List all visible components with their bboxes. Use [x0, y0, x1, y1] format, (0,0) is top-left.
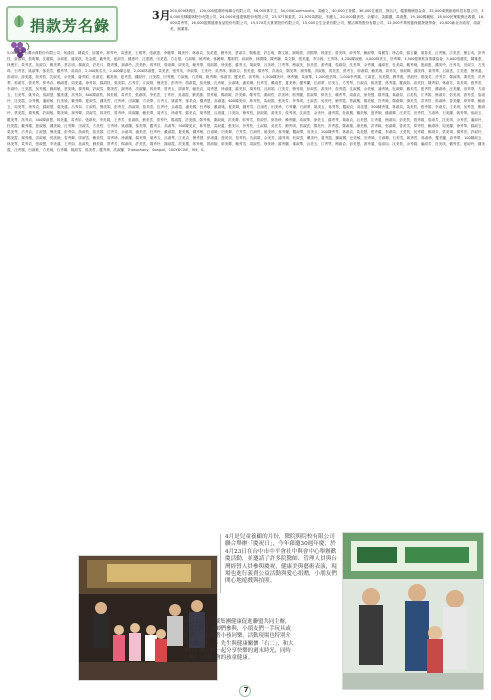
anniversary-photo-image — [343, 533, 484, 690]
event-caption-top: 4月是兒童養顧的月份，醫院與院校有限公司聯合舉辦「慶祝日」，今年藉邀30週年慶，於4月23日在台中市中平會社中與會中心舉辦歡慶活動，並邀請了許多院醫師、管理人員與台灣經營人員參與慶祝，健康美與藝術表演，現場也進行義賣公益活動與愛心捐贈，小朋友們開心地遊戲與拍照。 — [220, 534, 337, 593]
donor-list-body: 5,000歐美台灣水務股份有限公司，何鴻晉，陳素芳，邱蕙玲，林秀玲，黃惠美，王雅琴，張淑惠，李麗華，陳美玲，林淑貞，吳美惠，劉秀英，蔡淑芬，楊雅惠，許志明，鄭文雄，謝明德，洪國華，郭建宏，曾美珠，廖秀琴，賴淑華，周麗雪，徐志偉，蘇玉蘭，葉春美，呂秀鳳，江美雲，簡志成，彭秀枝，游淑娟，詹明輝，沈麗娟，余淑惠，潘美琪，杜金龍，戴秀美，夏淑芳，鍾惠玲，汪建國，田美霞，方志強，石淑敏，姚秀娥，孫麗卿，羅明哲，高淑珍，林國棟，陳秀蘭，黃文賢，張美蓮，李宗翰，王秀珠，4,200陳淑敏，4,000林美玉，許秀卿，3,500健康飲食推廣協會，3,000張麗雲，陳雅惠，林俊宏，黃秀雲，吳淑芬，劉美華，蔡志明，楊淑貞，許美月，鄭秀鳳，謝淑玲，洪美鈴，郭秀枝，曾淑卿，廖美英，賴秀華，周淑娟，徐美惠，蘇秀玉，葉淑華，呂美珍，江秀琴，簡淑美，彭美雲，游秀蓮，詹淑如，沈美華，余秀鳳，潘淑雲，杜美娟，戴秀娥，夏淑惠，鍾美玲，汪秀英，田淑芬，方美珠，石秀雲，姚淑華，孫美雪，羅秀琴，高淑貞，2,500無名氏，2,400陳志豪，2,000林淑慧，黃美雲，張秀英，李淑華，王美玲，吳秀珠，劉淑芬，蔡美惠，楊秀琴，許淑貞，鄭美華，謝秀鳳，洪淑敏，郭美雲，曾秀玉，廖淑娟，賴美娥，周秀英，徐淑卿，蘇美珠，葉秀華，呂淑雲，江美惠，簡秀蓮，彭淑如，游美蓮，詹秀枝，沈淑美，余美鳳，潘秀娟，杜淑芳，戴美琪，夏秀雲，鍾淑玲，汪美霞，田秀鳳，方淑敏，石美娥，姚秀卿，孫淑雪，羅美哲，高秀珍，1,500陳美玲，林秀蘭，黃淑華，1,200張美珠，1,000李秀鳳，王淑雲，吳美娟，劉秀惠，蔡淑玲，楊美英，許秀芬，鄭淑珠，謝美雲，洪秀華，郭淑雪，曾美琴，廖秀貞，賴淑慧，周美蓮，徐秀如，蘇淑枝，葉美娟，呂秀芳，江淑琪，簡美雲，彭秀玲，游淑霞，詹美鳳，沈秀敏，余淑娥，潘美卿，杜秀雪，戴淑哲，夏美珍，鍾秀蘭，汪淑華，田美玉，方秀琴，石淑貞，姚美慧，孫秀蓮，羅淑如，高美枝，陳秀娟，林淑芳，黃美琪，張秀雲，李淑玲，王美霞，吳秀鳳，劉淑敏，蔡美娥，楊秀卿，許淑雪，鄭美哲，謝秀珍，洪淑蘭，郭美華，曾秀玉，廖淑琴，賴美貞，周秀慧，徐淑蓮，蘇美如，葉秀枝，呂淑娟，江美芳，簡秀琪，彭淑雲，游美玲，詹秀霞，沈淑鳳，余美敏，潘秀娥，杜淑卿，戴美雪，夏秀哲，鍾淑珍，汪美蘭，田秀華，方淑玉，石美琴，姚秀貞，孫淑慧，羅美蓮，高秀如，800陳淑枝，林美娟，黃秀芳，張淑琪，李美雲，王秀玲，吳淑霞，劉美鳳，蔡秀敏，楊淑娥，許美卿，鄭秀雪，謝淑哲，洪美珍，郭秀蘭，曾淑華，廖美玉，賴秀琴，周淑貞，徐美慧，蘇秀蓮，葉淑如，呂美枝，江秀娟，簡淑芳，彭美琪，游秀雲，詹淑玲，沈美霞，余秀鳳，潘淑敏，杜美娥，戴秀卿，夏淑雪，鍾美哲，汪秀珍，田淑蘭，方美華，石秀玉，姚淑琴，孫美貞，羅秀慧，高淑蓮，600陳美如，林秀枝，黃淑娟，張美芳，李秀琪，王淑雲，吳美玲，劉秀霞，蔡淑鳳，楊美敏，許秀娥，鄭淑卿，謝美雪，洪秀哲，郭淑珍，曾美蘭，廖秀華，賴淑玉，周美琴，徐秀貞，蘇淑慧，葉美蓮，呂秀如，江淑枝，簡美娟，彭秀芳，游淑琪，詹美雲，沈秀玲，余淑霞，潘美鳳，杜秀敏，戴淑娥，夏美卿，鍾秀雪，汪淑哲，田美珍，方秀蘭，石淑華，姚美玉，孫秀琴，羅淑貞，高美慧，500陳秀蓮，林淑如，黃美枝，張秀娟，李淑芳，王美琪，吳秀雲，劉淑玲，蔡美霞，楊秀鳳，許淑敏，鄭美娥，謝秀卿，洪淑雪，郭美哲，曾秀珍，廖淑蘭，賴美華，周秀玉，徐淑琴，蘇美貞，葉秀慧，呂淑蓮，江美如，簡秀枝，彭淑娟，游美芳，詹秀琪，沈淑雲，余美玲，潘秀霞，杜淑鳳，戴美敏，夏秀娥，鍾淑卿，汪美雪，田秀哲，方淑珍，石美蘭，姚秀華，孫淑玉，羅美琴，高秀貞，400陳淑慧，林美蓮，黃秀如，張淑枝，李美娟，王秀芳，吳淑琪，劉美雲，蔡秀玲，楊淑霞，許美鳳，鄭秀敏，謝淑娥，洪美卿，郭秀雪，曾淑哲，廖美珍，賴秀蘭，周淑華，徐美玉，蘇秀琴，葉淑貞，呂美慧，江秀蓮，簡淑如，彭美枝，游秀娟，詹淑芳，沈美琪，余秀雲，潘淑玲，杜美霞，戴秀鳳，夏淑敏，鍾美娥，汪秀卿，田淑雪，方美哲，石秀珍，姚淑蘭，孫美華，羅秀玉，高淑琴，300陳美貞，林秀慧，黃淑蓮，張美如，李秀枝，王淑娟，吳美芳，劉秀琪，蔡淑雲，楊美玲，許秀霞，鄭淑鳳，謝美敏，洪秀娥，郭淑卿，曾美雪，廖秀哲，賴淑珍，周美蘭，徐秀華，蘇淑玉，葉美琴，呂秀貞，江淑慧，簡美蓮，彭秀如，游淑枝，詹美娟，沈秀芳，余淑琪，潘美雲，杜秀玲，戴淑霞，夏美鳳，鍾秀敏，汪淑娥，田美卿，方秀雪，石淑哲，姚美珍，孫秀蘭，羅淑華，高美玉，200陳秀琴，林淑貞，黃美慧，張秀蓮，李淑如，王美枝，吳秀娟，劉淑芳，蔡美琪，楊秀雲，許淑玲，鄭美霞，謝秀鳳，洪淑敏，郭美娥，曾秀卿，廖淑雪，賴美哲，周秀珍，徐淑蘭，蘇美華，葉秀玉，呂淑琴，江美貞，簡秀慧，彭淑蓮，游美如，詹秀枝，沈淑娟，余美芳，潘秀琪，杜淑雲，戴美玲，夏秀霞，鍾淑鳳，汪美敏，田秀娥，方淑卿，石美雪，姚秀哲，孫淑珍，羅美蘭，高秀華，100陳淑玉，林美琴，黃秀貞，張淑慧，李美蓮，王秀如，吳淑枝，劉美娟，蔡秀芳，楊淑琪，許美雲，鄭秀玲，謝淑霞，洪美鳳，郭秀敏，曾淑娥，廖美卿，賴秀雪，周淑哲，徐美珍，蘇秀蘭，葉淑華，呂美玉，江秀琴，簡淑貞，彭美慧，游秀蓮，詹淑如，沈美枝，余秀娟，潘淑芳，杜美琪，戴秀雲，夏淑玲，鍾美霞，汪秀鳳，田淑敏，方美娥，石秀卿，姚淑雪，孫美哲，羅秀珍，高淑蘭，Triptophany，Seagull，100YDCIVE，KM，S。 — [7, 51, 485, 152]
section-title-badge — [6, 6, 118, 42]
grape-leaf-icon — [11, 14, 27, 30]
event-caption-bottom: 4月14日由鈺威集團健康促進聯盟共同主辦，邀請了許多醫師們參與，小朋友們一手玩具或者畫，一起跟著小孩同樂，活動現場也特別介紹人員（右一）先生與健康關懷「右二」，和大朋友小朋友們一起分享快樂的週末時光，同時也關心台灣社會的孩童健康。 — [183, 619, 294, 662]
section-title: 捐款芳名錄 — [30, 17, 111, 35]
intro-donor-text: 200,000林炳良，100,000健康時尚聯合有限公司，56,000林宇文，50,000Communitu，黃鐵文，40,000王麥勝，36,000江應昌，無名氏，健康關懷基金會，35,000東興創意科技有限公司，30,000光輝園林股份有限公司，24,000家盛建築股份有限公司，23,377林素雲，21,970黃國詮，朱應人，20,000陳世昌，余順宗，黃錦濃，黃淑慧，19,180楊麗郁，18,000民眾服務社義賣，16,000黃秀琴，16,000振興健康食品股份有限公司，15,570英大實業股份有限公司，15,000合生企業有限公司，樂活萬物股份有限公司，12,000中華營養保健發展學會，10,000新北市政府，周淑美，謝鴻基。 — [170, 9, 485, 31]
month-label: 3月 — [152, 9, 171, 22]
page-number: 7 — [243, 686, 249, 694]
event-photo-anniversary — [342, 532, 484, 690]
